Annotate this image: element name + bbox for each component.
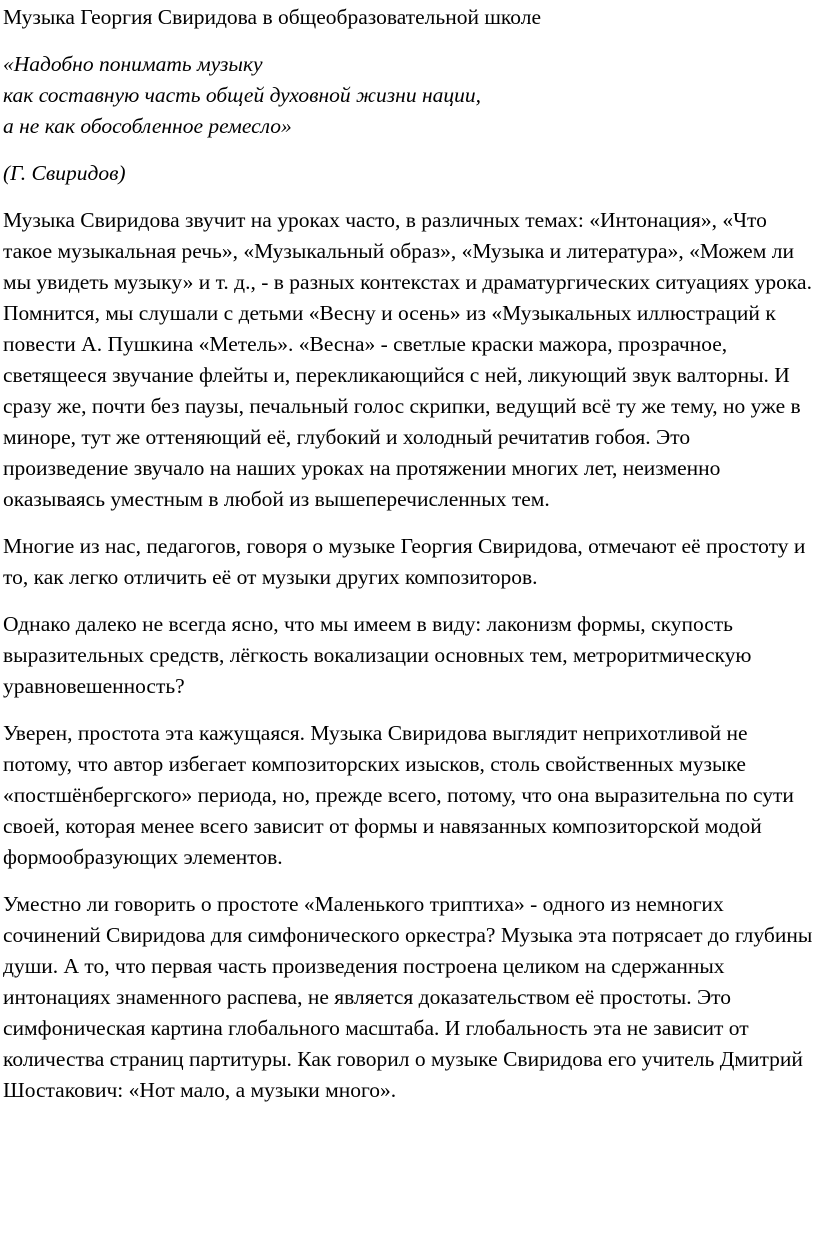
paragraph-4: Уверен, простота эта кажущаяся. Музыка Свиридова выглядит неприхотливой не потому, что автор избегает композиторских изысков, столь свойственных музыке «постшёнбергского» периода, но, прежде всего, потому, что она выразительна по сути своей, которая менее всего зависит от формы и навязанных композиторской модой формообразующих элементов. <box>3 721 794 869</box>
paragraph-3: Однако далеко не всегда ясно, что мы имеем в виду: лаконизм формы, скупость выразительных средств, лёгкость вокализации основных тем, метроритмическую уравновешенность? <box>3 612 752 698</box>
document-title: Музыка Георгия Свиридова в общеобразовательной школе <box>3 5 541 29</box>
epigraph-line-2: как составную часть общей духовной жизни нации, <box>3 83 482 107</box>
epigraph-line-1: «Надобно понимать музыку <box>3 52 263 76</box>
paragraph-5: Уместно ли говорить о простоте «Маленького триптиха» - одного из немногих сочинений Свиридова для симфонического оркестра? Музыка эта потрясает до глубины души. А то, что первая часть произведения построена целиком на сдержанных интонациях знаменного распева, не является доказательством её простоты. Это симфоническая картина глобального масштаба. И глобальность эта не зависит от количества страниц партитуры. Как говорил о музыке Свиридова его учитель Дмитрий Шостакович: «Нот мало, а музыки много». <box>3 892 813 1102</box>
epigraph-author: (Г. Свиридов) <box>3 161 126 185</box>
paragraph-2: Многие из нас, педагогов, говоря о музыке Георгия Свиридова, отмечают её простоту и то, как легко отличить её от музыки других композиторов. <box>3 534 806 589</box>
epigraph-line-3: а не как обособленное ремесло» <box>3 114 292 138</box>
epigraph <box>3 49 816 142</box>
paragraph-1: Музыка Свиридова звучит на уроках часто, в различных темах: «Интонация», «Что такое музыкальная речь», «Музыкальный образ», «Музыка и литература», «Можем ли мы увидеть музыку» и т. д., - в разных контекстах и драматургических ситуациях урока. Помнится, мы слушали с детьми «Весну и осень» из «Музыкальных иллюстраций к повести А. Пушкина «Метель». «Весна» - светлые краски мажора, прозрачное, светящееся звучание флейты и, перекликающийся с ней, ликующий звук валторны. И сразу же, почти без паузы, печальный голос скрипки, ведущий всё ту же тему, но уже в миноре, тут же оттеняющий её, глубокий и холодный речитатив гобоя. Это произведение звучало на наших уроках на протяжении многих лет, неизменно оказываясь уместным в любой из вышеперечисленных тем. <box>3 208 812 511</box>
